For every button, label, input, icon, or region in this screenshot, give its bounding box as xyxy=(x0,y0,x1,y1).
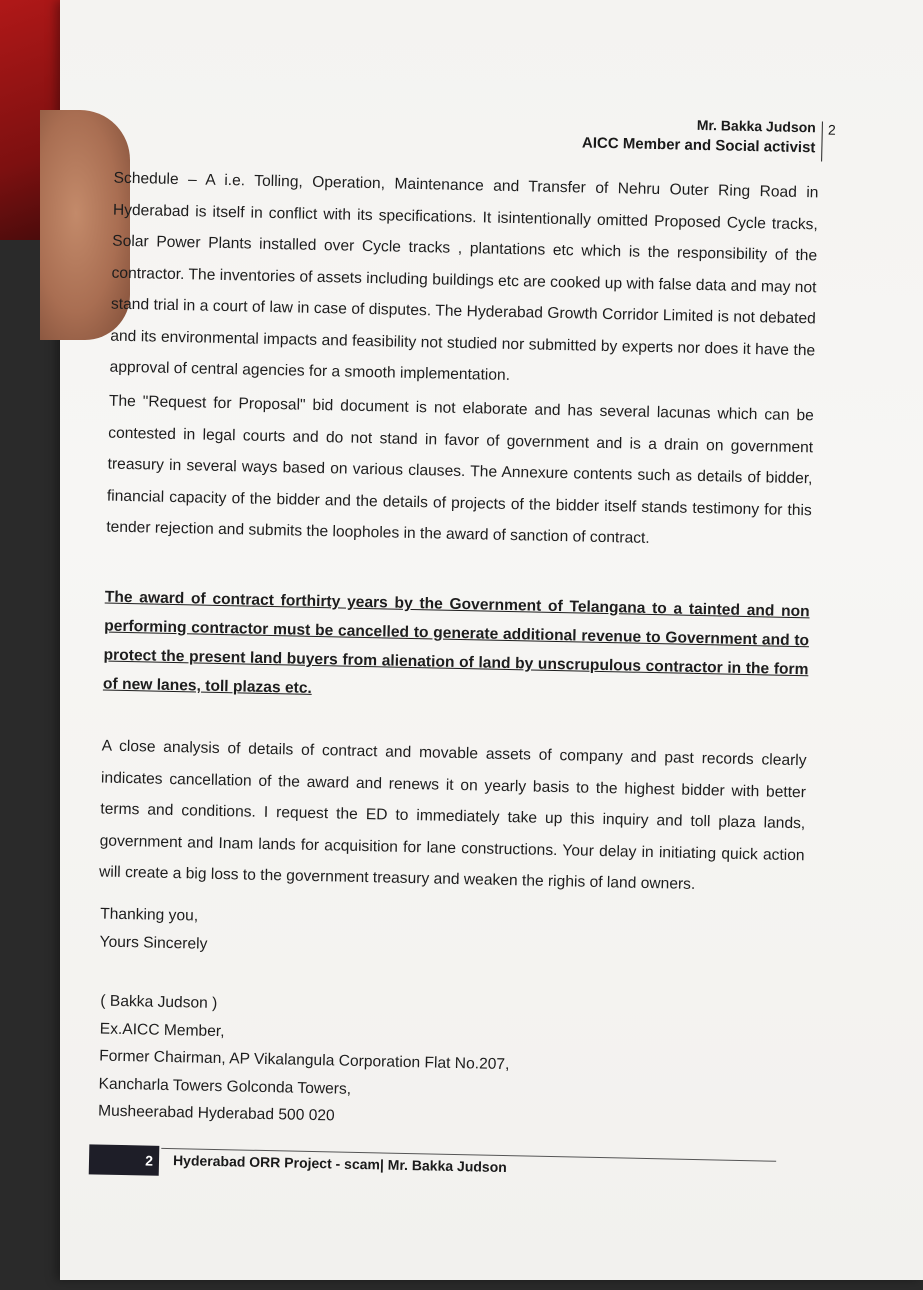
author-name: Mr. Bakka Judson xyxy=(696,116,816,136)
signature-line-4: Musheerabad Hyderabad 500 020 xyxy=(97,1102,335,1125)
paragraph-request-for-proposal: The "Request for Proposal" bid document is not elaborate and has several lacunas which can be contested in legal courts and do not stand in favor of government and is a drain on government treasury in several ways based on various clauses. The Annexure contents such as details of bidder, financial capacity of the bidder and the details of projects of the bidder itself stands testimony for this tender rejection and submits the loopholes in the award of sanction of contract. xyxy=(106,392,814,547)
paragraph-schedule-a: Schedule – A i.e. Tolling, Operation, Maintenance and Transfer of Nehru Outer Ring Road in Hyderabad is itself in conflict with its specifications. It isintentionally omitted Proposed Cycle tracks, Solar Power Plants installed over Cycle tracks , plantations etc which is the responsibility of the contractor. The inventories of assets including buildings etc are cooked up with false data and may not stand trial in a court of law in case of disputes. The Hyderabad Growth Corridor Limited is not debated and its environmental impacts and feasibility not studied nor submitted by experts nor does it have the approval of central agencies for a smooth implementation. xyxy=(109,169,819,384)
paragraph-demand-underlined: The award of contract forthirty years by the Government of Telangana to a tainted and non performing contractor must be cancelled to generate additional revenue to Government and to protect the present land buyers from alienation of land by unscrupulous contractor in the form of new lanes, toll plazas etc. xyxy=(102,588,810,697)
page-footer xyxy=(89,1144,780,1190)
letterhead xyxy=(581,114,836,157)
yours-sincerely-line: Yours Sincerely xyxy=(99,933,208,953)
thanking-line: Thanking you, xyxy=(100,905,199,925)
footer-page-number: 2 xyxy=(89,1144,160,1175)
signature-line-3: Kancharla Towers Golconda Towers, xyxy=(98,1075,352,1098)
letter-closing xyxy=(99,901,208,959)
signature-line-1: Ex.AICC Member, xyxy=(99,1020,225,1040)
signature-line-2: Former Chairman, AP Vikalangula Corporation Flat No.207, xyxy=(99,1047,510,1074)
header-page-number: 2 xyxy=(821,121,836,161)
author-title: AICC Member and Social activist xyxy=(581,134,816,157)
signature-block xyxy=(98,988,511,1134)
paragraph-close-analysis: A close analysis of details of contract and movable assets of company and past records clearly indicates cancellation of the award and renews it on yearly basis to the highest bidder with better terms and conditions. I request the ED to immediately take up this inquiry and toll plaza lands, government and Inam lands for acquisition for lane constructions. Your delay in initiating quick action will create a big loss to the government treasury and weaken the righis of land owners. xyxy=(98,737,807,893)
signature-name: ( Bakka Judson ) xyxy=(100,992,218,1012)
footer-text: Hyderabad ORR Project - scam| Mr. Bakka Judson xyxy=(172,1152,507,1176)
